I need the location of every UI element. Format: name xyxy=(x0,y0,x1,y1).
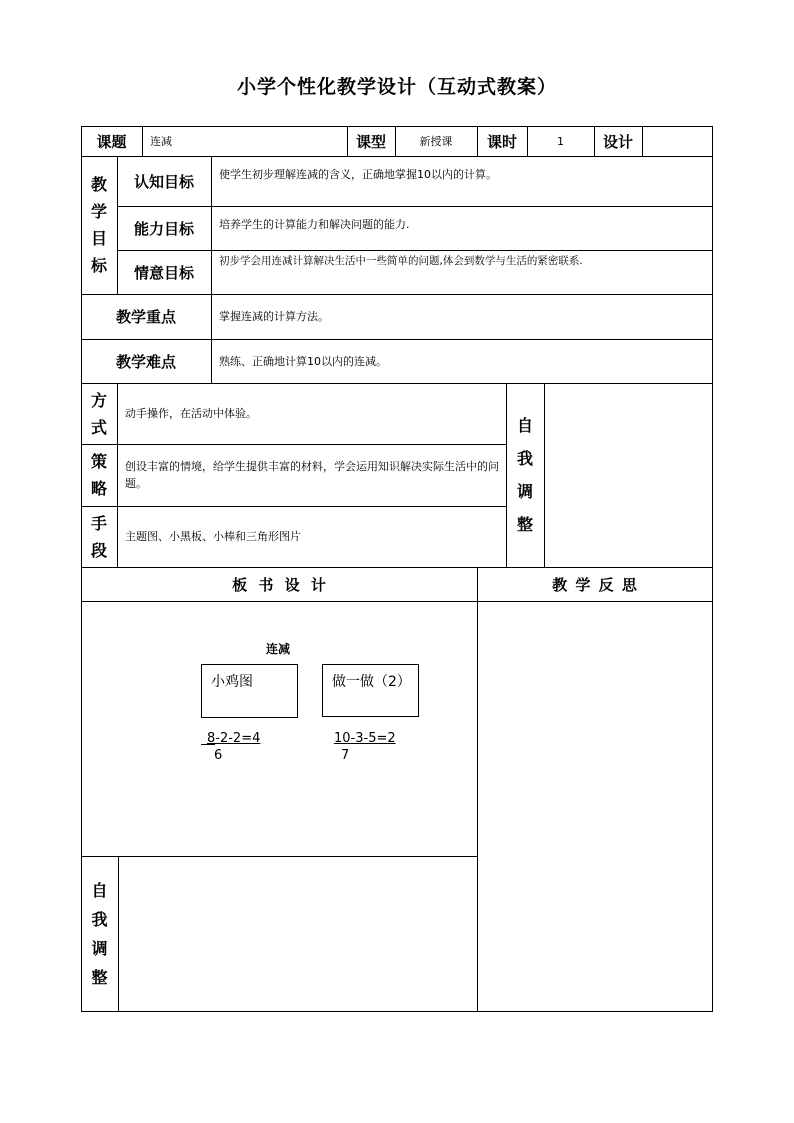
topic-value: 连减 xyxy=(150,134,172,148)
board-equation-1: 8-2-2=4 xyxy=(207,731,261,746)
board-subtitle: 连减 xyxy=(266,642,291,656)
strategy-label: 策 略 xyxy=(90,452,107,498)
cognitive-goal-value: 使学生初步理解连减的含义，正确地掌握10以内的计算。 xyxy=(219,167,497,181)
topic-label: 课题 xyxy=(96,132,127,151)
type-value: 新授课 xyxy=(419,134,453,148)
key-point-value: 掌握连减的计算方法。 xyxy=(219,310,329,323)
reflection-header: 教 学 反 思 xyxy=(552,575,637,594)
design-label: 设计 xyxy=(602,132,633,151)
method-value: 动手操作，在活动中体验。 xyxy=(125,407,257,420)
difficulty-label: 教学难点 xyxy=(115,352,176,371)
board-design-header: 板 书 设 计 xyxy=(232,575,326,594)
board-equation-2: 10-3-5=2 xyxy=(334,731,396,746)
difficulty-value: 熟练、正确地计算10以内的连减。 xyxy=(219,354,387,368)
page-title: 小学个性化教学设计（互动式教案） xyxy=(236,76,557,98)
bottom-self-adjust-label: 自 我 调 整 xyxy=(91,880,108,987)
board-partial-2: 7 xyxy=(341,748,350,763)
self-adjust-label: 自 我 调 整 xyxy=(516,416,533,534)
board-box-chick: 小鸡图 xyxy=(201,664,298,718)
method-label: 方 式 xyxy=(90,390,107,437)
type-label: 课型 xyxy=(355,132,386,151)
strategy-value: 创设丰富的情境，给学生提供丰富的材料，学会运用知识解决实际生活中的问题。 xyxy=(125,460,499,490)
cognitive-goal-label: 认知目标 xyxy=(133,172,194,191)
goals-group-label: 教 学 目 标 xyxy=(90,175,107,275)
period-value: 1 xyxy=(557,134,564,148)
means-label: 手 段 xyxy=(90,513,107,560)
means-value: 主题图、小黑板、小棒和三角形图片 xyxy=(125,530,301,543)
ability-goal-label: 能力目标 xyxy=(133,219,194,238)
ability-goal-value: 培养学生的计算能力和解决问题的能力. xyxy=(219,217,410,231)
affective-goal-label: 情意目标 xyxy=(133,263,194,282)
affective-goal-value: 初步学会用连减计算解决生活中一些简单的问题,体会到数学与生活的紧密联系. xyxy=(219,254,583,267)
key-point-label: 教学重点 xyxy=(115,308,176,326)
period-label: 课时 xyxy=(486,132,517,151)
board-box-exercise: 做一做（2） xyxy=(322,664,419,717)
board-partial-1: 6 xyxy=(214,748,223,763)
board-bracket-line-1 xyxy=(201,744,215,745)
